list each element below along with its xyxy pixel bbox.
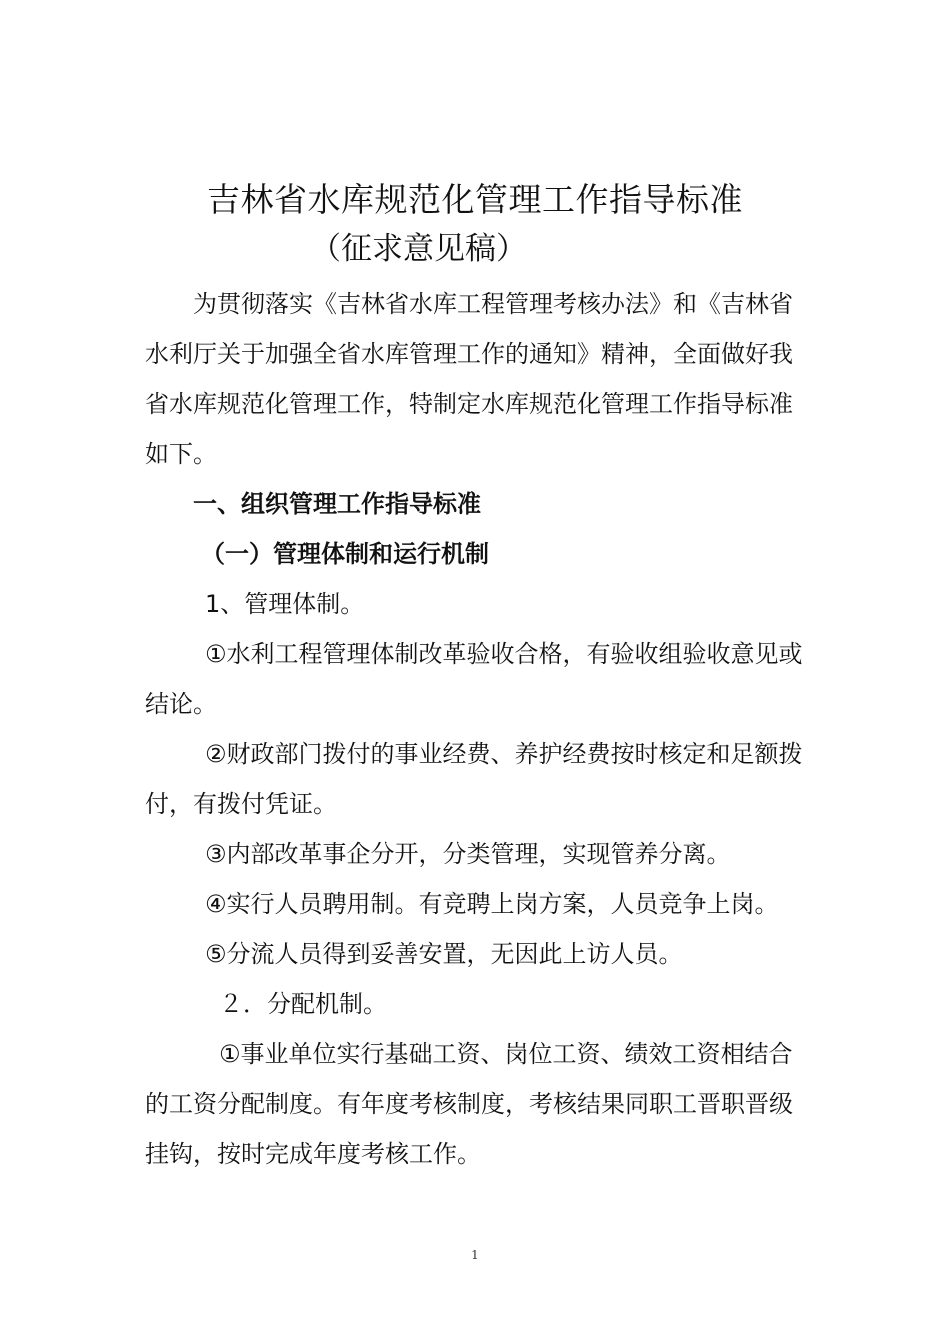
list-item: ③内部改革事企分开，分类管理，实现管养分离。 [205,840,731,868]
document-title: 吉林省水库规范化管理工作指导标准 [207,180,743,219]
document-subtitle: （征求意见稿） [310,231,527,267]
item-heading-management-system: 1、管理体制。 [205,590,365,618]
list-item: ①水利工程管理体制改革验收合格，有验收组验收意见或结论。 [145,640,803,718]
list-item: ④实行人员聘用制。有竞聘上岗方案，人员竞争上岗。 [205,890,779,918]
list-item: ②财政部门拨付的事业经费、养护经费按时核定和足额拨付，有拨付凭证。 [145,740,803,818]
list-item: ①事业单位实行基础工资、岗位工资、绩效工资相结合的工资分配制度。有年度考核制度，考核结果同职工晋职晋级挂钩，按时完成年度考核工作。 [145,1040,793,1168]
intro-paragraph: 为贯彻落实《吉林省水库工程管理考核办法》和《吉林省水利厅关于加强全省水库管理工作的通知》精神，全面做好我省水库规范化管理工作，特制定水库规范化管理工作指导标准如下。 [145,290,793,468]
subsection-heading: （一）管理体制和运行机制 [201,540,489,568]
section-heading: 一、组织管理工作指导标准 [193,490,481,518]
list-item: ⑤分流人员得到妥善安置，无因此上访人员。 [205,940,683,968]
item-heading-distribution: ２．分配机制。 [219,990,387,1018]
page-number: 1 [471,1248,479,1262]
